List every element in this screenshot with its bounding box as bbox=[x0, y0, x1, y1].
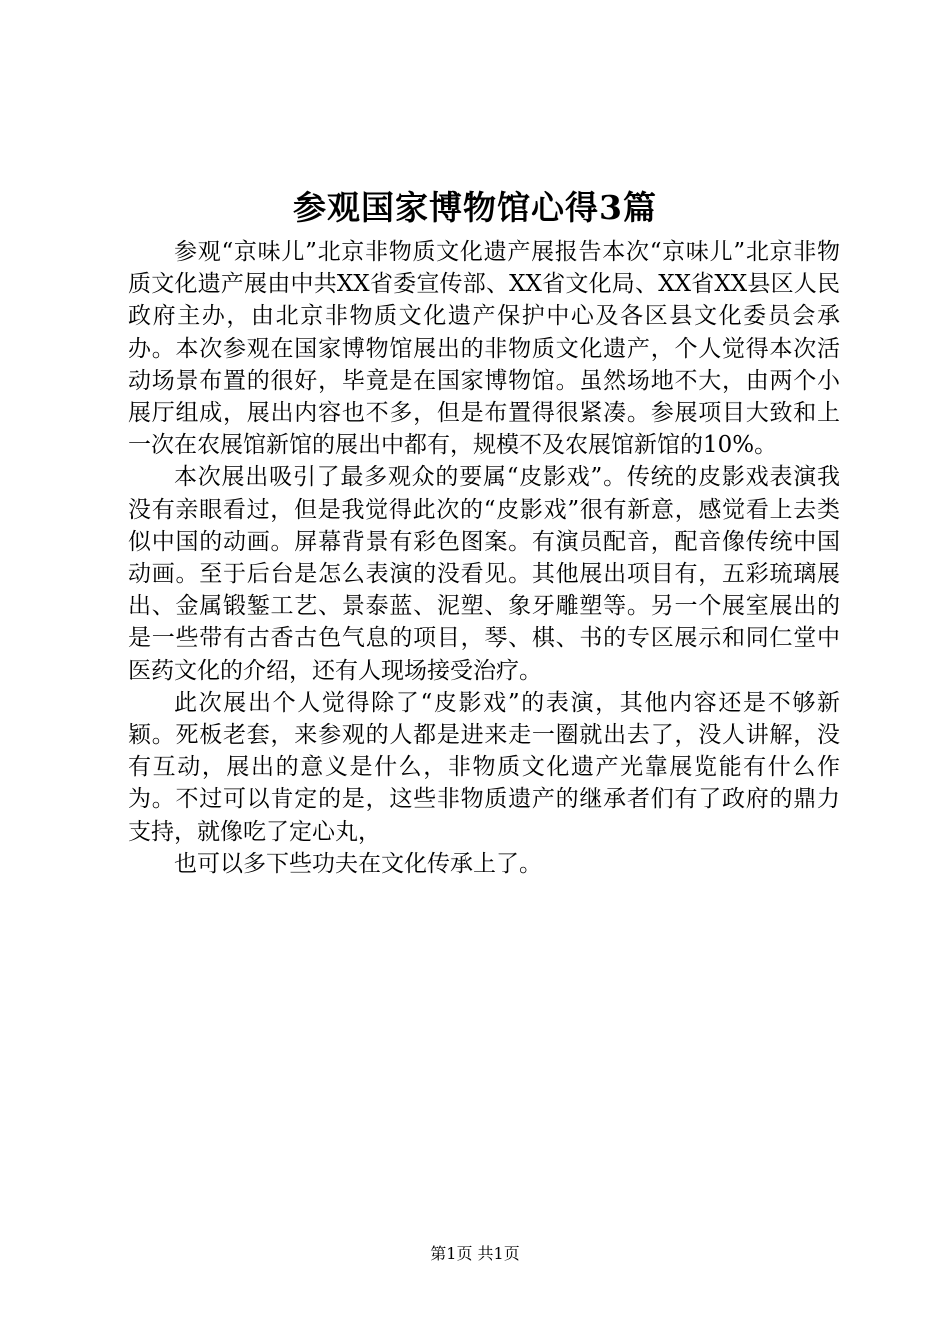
document-body bbox=[128, 236, 840, 880]
paragraph-4: 也可以多下些功夫在文化传承上了。 bbox=[174, 850, 542, 877]
paragraph-3: 此次展出个人觉得除了“皮影戏”的表演，其他内容还是不够新颖。死板老套，来参观的人都是进来走一圈就出去了，没人讲解，没有互动，展出的意义是什么，非物质文化遗产光靠展览能有什么作为。不过可以肯定的是，这些非物质遗产的继承者们有了政府的鼎力支持，就像吃了定心丸， bbox=[128, 689, 840, 845]
page-footer: 第1页 共1页 bbox=[430, 1244, 520, 1263]
document-title: 参观国家博物馆心得3篇 bbox=[293, 188, 657, 227]
paragraph-2: 本次展出吸引了最多观众的要属“皮影戏”。传统的皮影戏表演我没有亲眼看过，但是我觉得此次的“皮影戏”很有新意，感觉看上去类似中国的动画。屏幕背景有彩色图案。有演员配音，配音像传统中国动画。至于后台是怎么表演的没看见。其他展出项目有，五彩琉璃展出、金属锻錾工艺、景泰蓝、泥塑、象牙雕塑等。另一个展室展出的是一些带有古香古色气息的项目，琴、棋、书的专区展示和同仁堂中医药文化的介绍，还有人现场接受治疗。 bbox=[128, 464, 840, 684]
paragraph-1: 参观“京味儿”北京非物质文化遗产展报告本次“京味儿”北京非物质文化遗产展由中共XX省委宣传部、XX省文化局、XX省XX县区人民政府主办，由北京非物质文化遗产保护中心及各区县文化委员会承办。本次参观在国家博物馆展出的非物质文化遗产，个人觉得本次活动场景布置的很好，毕竟是在国家博物馆。虽然场地不大，由两个小展厅组成，展出内容也不多，但是布置得很紧凑。参展项目大致和上一次在农展馆新馆的展出中都有，规模不及农展馆新馆的10%。 bbox=[128, 239, 840, 459]
